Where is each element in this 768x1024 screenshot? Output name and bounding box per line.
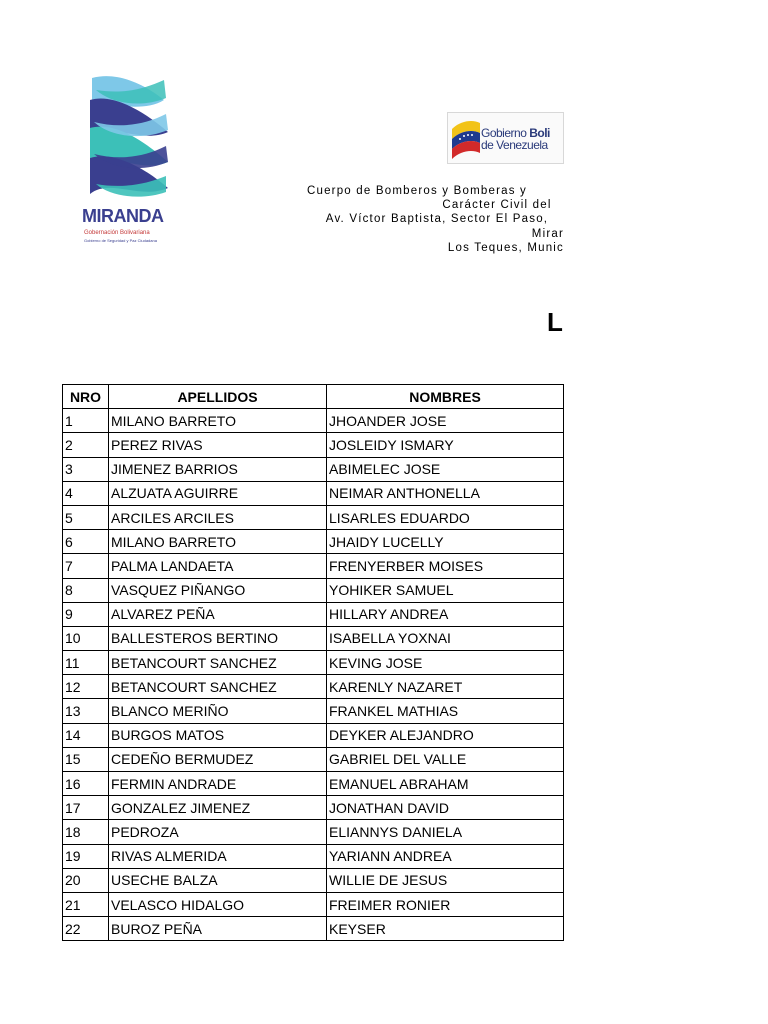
table-row [63, 892, 564, 916]
cell-nro: 9 [63, 602, 109, 626]
address-line-3: Av. Víctor Baptista, Sector El Paso, [325, 213, 549, 226]
address-line-2: Carácter Civil del [442, 199, 552, 212]
cell-nombres: GABRIEL DEL VALLE [327, 747, 564, 771]
table-row [63, 457, 564, 481]
cell-nro: 6 [63, 530, 109, 554]
table-row [63, 651, 564, 675]
cell-apellidos: BETANCOURT SANCHEZ [109, 675, 327, 699]
cell-nro: 5 [63, 505, 109, 529]
cell-apellidos: MILANO BARRETO [109, 530, 327, 554]
table-body [63, 409, 564, 941]
cell-apellidos: BETANCOURT SANCHEZ [109, 651, 327, 675]
cell-nro: 16 [63, 772, 109, 796]
cell-nombres: FREIMER RONIER [327, 892, 564, 916]
government-logo-line1-bold: Boli [529, 126, 550, 140]
cell-nro: 7 [63, 554, 109, 578]
table-row [63, 626, 564, 650]
table-row [63, 530, 564, 554]
cell-nombres: JONATHAN DAVID [327, 796, 564, 820]
cell-nombres: ISABELLA YOXNAI [327, 626, 564, 650]
cell-nro: 22 [63, 917, 109, 941]
cell-nombres: NEIMAR ANTHONELLA [327, 481, 564, 505]
cell-apellidos: RIVAS ALMERIDA [109, 844, 327, 868]
table-row [63, 675, 564, 699]
miranda-ribbon-icon [82, 70, 175, 205]
table-header-row [63, 385, 564, 409]
miranda-logo [82, 70, 175, 260]
miranda-logo-tagline: Gobierno de Seguridad y Paz Ciudadana [84, 238, 157, 243]
cell-nombres: JHOANDER JOSE [327, 409, 564, 433]
roster-table [62, 384, 564, 941]
table-row [63, 844, 564, 868]
cell-nombres: DEYKER ALEJANDRO [327, 723, 564, 747]
cell-nombres: LISARLES EDUARDO [327, 505, 564, 529]
cell-nro: 1 [63, 409, 109, 433]
cell-nro: 14 [63, 723, 109, 747]
cell-apellidos: PALMA LANDAETA [109, 554, 327, 578]
cell-nombres: YOHIKER SAMUEL [327, 578, 564, 602]
cell-nro: 11 [63, 651, 109, 675]
government-logo-text [481, 127, 550, 151]
cell-apellidos: VASQUEZ PIÑANGO [109, 578, 327, 602]
cell-nombres: WILLIE DE JESUS [327, 868, 564, 892]
cell-apellidos: BURGOS MATOS [109, 723, 327, 747]
cell-nro: 10 [63, 626, 109, 650]
table-row [63, 747, 564, 771]
cell-nombres: EMANUEL ABRAHAM [327, 772, 564, 796]
cell-nro: 17 [63, 796, 109, 820]
cell-nro: 15 [63, 747, 109, 771]
cell-nro: 4 [63, 481, 109, 505]
cell-nro: 13 [63, 699, 109, 723]
cell-apellidos: PEREZ RIVAS [109, 433, 327, 457]
cell-nombres: YARIANN ANDREA [327, 844, 564, 868]
cell-nombres: JOSLEIDY ISMARY [327, 433, 564, 457]
table-row [63, 409, 564, 433]
header-nro: NRO [63, 385, 109, 409]
cell-apellidos: ALZUATA AGUIRRE [109, 481, 327, 505]
cell-nro: 12 [63, 675, 109, 699]
cell-nombres: KEYSER [327, 917, 564, 941]
government-logo-line1-regular: Gobierno [481, 126, 530, 140]
table-row [63, 699, 564, 723]
table-row [63, 554, 564, 578]
address-block [270, 184, 564, 255]
table-row [63, 433, 564, 457]
cell-apellidos: BALLESTEROS BERTINO [109, 626, 327, 650]
cell-apellidos: BLANCO MERIÑO [109, 699, 327, 723]
cell-apellidos: USECHE BALZA [109, 868, 327, 892]
cell-apellidos: MILANO BARRETO [109, 409, 327, 433]
cell-apellidos: ALVAREZ PEÑA [109, 602, 327, 626]
cell-apellidos: BUROZ PEÑA [109, 917, 327, 941]
cell-apellidos: GONZALEZ JIMENEZ [109, 796, 327, 820]
cell-nro: 2 [63, 433, 109, 457]
cell-nombres: ABIMELEC JOSE [327, 457, 564, 481]
miranda-logo-title: MIRANDA [82, 206, 164, 226]
cell-nro: 21 [63, 892, 109, 916]
cell-nombres: FRANKEL MATHIAS [327, 699, 564, 723]
table-row [63, 820, 564, 844]
cell-apellidos: JIMENEZ BARRIOS [109, 457, 327, 481]
cell-apellidos: ARCILES ARCILES [109, 505, 327, 529]
header-apellidos: APELLIDOS [109, 385, 327, 409]
cell-apellidos: FERMIN ANDRADE [109, 772, 327, 796]
cell-nombres: JHAIDY LUCELLY [327, 530, 564, 554]
address-line-4: Mirar [531, 227, 564, 240]
table-row [63, 868, 564, 892]
miranda-logo-subtitle: Gobernación Bolivariana [84, 230, 150, 236]
table-row [63, 481, 564, 505]
government-logo-line2: de Venezuela [481, 138, 548, 152]
government-logo [447, 112, 564, 164]
cell-nombres: ELIANNYS DANIELA [327, 820, 564, 844]
cell-nro: 8 [63, 578, 109, 602]
address-line-1: Cuerpo de Bomberos y Bomberas y [306, 185, 527, 197]
table-row [63, 505, 564, 529]
header-nombres: NOMBRES [327, 385, 564, 409]
table-row [63, 723, 564, 747]
cell-nro: 20 [63, 868, 109, 892]
venezuela-flag-icon [450, 115, 482, 164]
cell-nombres: HILLARY ANDREA [327, 602, 564, 626]
table-row [63, 796, 564, 820]
cell-nro: 19 [63, 844, 109, 868]
cell-apellidos: VELASCO HIDALGO [109, 892, 327, 916]
table-row [63, 578, 564, 602]
cell-nombres: FRENYERBER MOISES [327, 554, 564, 578]
cell-nombres: KEVING JOSE [327, 651, 564, 675]
cell-apellidos: CEDEÑO BERMUDEZ [109, 747, 327, 771]
cell-nro: 3 [63, 457, 109, 481]
cell-apellidos: PEDROZA [109, 820, 327, 844]
cell-nombres: KARENLY NAZARET [327, 675, 564, 699]
table-row [63, 917, 564, 941]
cell-nro: 18 [63, 820, 109, 844]
table-row [63, 602, 564, 626]
document-title: L [547, 307, 563, 337]
address-line-5: Los Teques, Munic [447, 241, 564, 254]
table-row [63, 772, 564, 796]
